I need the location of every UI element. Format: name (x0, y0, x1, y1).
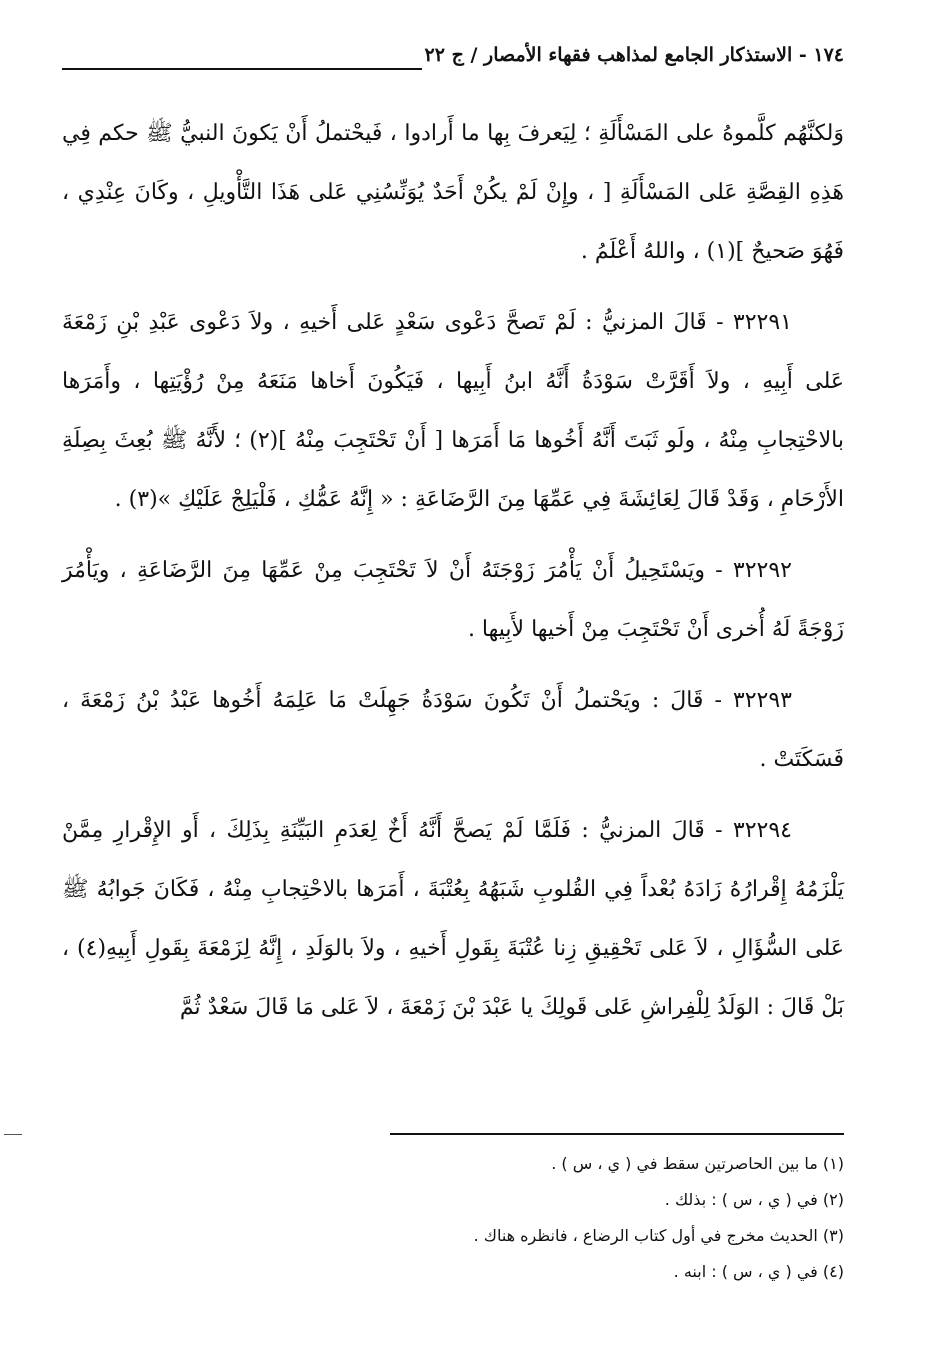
footnote-4: (٤) في ( ي ، س ) : ابنه . (673, 1262, 844, 1281)
footnote-1: (١) ما بين الحاصرتين سقط في ( ي ، س ) . (551, 1154, 844, 1173)
paragraph-32293: ٣٢٢٩٣ - قَالَ : ويَحْتملُ أَنْ تَكُونَ سَوْدَةُ جَهِلَتْ مَا عَلِمَهُ أَخُوها عَبْدُ بْنُ زَمْعَةَ ، فَسَكَتَتْ . (62, 688, 844, 772)
paragraph-32292: ٣٢٢٩٢ - ويَسْتَحِيلُ أَنْ يَأْمُرَ زَوْجَتَهُ أَنْ لاَ تَحْتَجِبَ مِنْ عَمِّهَا مِنَ الرَّضَاعَةِ ، ويَأْمُرَ زَوْجَةً لَهُ أُخرى أَنْ تَحْتَجِبَ مِنْ أَخيها لأَبِيها . (62, 558, 844, 642)
running-head: ١٧٤ - الاستذكار الجامع لمذاهب فقهاء الأمصار / ج ٢٢ (424, 44, 844, 66)
margin-mark (4, 1134, 22, 1135)
paragraph-32291: ٣٢٢٩١ - قَالَ المزنيُّ : لَمْ تَصحَّ دَعْوى سَعْدٍ عَلى أَخيهِ ، ولاَ دَعْوى عَبْدِ بْنِ زَمْعَةَ عَلى أَبِيهِ ، ولاَ أَقَرَّتْ سَوْدَةُ أَنَّهُ ابنُ أَبِيها ، فَيَكُونَ أَخاها مَنَعَهُ مِنْ رُؤْيَتِها ، وأَمَرَها بالاحْتِجابِ مِنْهُ ، ولَو ثَبَتَ أَنَّهُ أَخُوها مَا أَمَرَها [ أَنْ تَحْتَجِبَ مِنْهُ ](٢) ؛ لأَنَّهُ ﷺ بُعِثَ بِصِلَةِ الأَرْحَامِ ، وَقَدْ قَالَ لِعَائِشَةَ فِي عَمِّهَا مِنَ الرَّضَاعَةِ : « إِنَّهُ عَمُّكِ ، فَلْيَلِجْ عَلَيْكِ »(٣) . (62, 310, 845, 512)
footnotes (62, 1146, 844, 1290)
paragraph-continuation: وَلكنَّهُم كلَّموهُ على المَسْأَلَةِ ؛ لِيَعرفَ بِها ما أَرادوا ، فَيحْتملُ أَنْ يَكونَ النبيُّ ﷺ حكم فِي هَذِهِ القِصَّةِ عَلى المَسْأَلَةِ [ ، وإِنْ لَمْ يكُنْ أَحَدٌ يُوَنِّسُنِي عَلى هَذَا التَّأْويلِ ، وكَانَ عِنْدِي ، فَهُوَ صَحيحٌ ](١) ، واللهُ أَعْلَمُ . (62, 121, 844, 264)
footnote-2: (٢) في ( ي ، س ) : بذلك . (664, 1190, 844, 1209)
footnote-rule (390, 1133, 844, 1135)
main-text (62, 104, 844, 1049)
footnote-3: (٣) الحديث مخرج في أول كتاب الرضاع ، فانظره هناك . (473, 1226, 844, 1245)
paragraph-32294: ٣٢٢٩٤ - قَالَ المزنيُّ : فَلَمَّا لَمْ يَصحَّ أَنَّهُ أَخٌ لِعَدَمِ البَيِّنَةِ بِذَلِكَ ، أَو الإِقْرارِ مِمَّنْ يَلْزَمُهُ إِقْرارُهُ زَادَهُ بُعْداً فِي القُلوبِ شَبَهُهُ بِعُتْبَةَ ، أَمَرَها بالاحْتِجابِ مِنْهُ ، فَكَانَ جَوابُهُ ﷺ عَلى السُّؤَالِ ، لاَ عَلى تَحْقِيقِ زِنا عُتْبَةَ بِقَولِ أَخيهِ ، ولاَ بالوَلَدِ ، إِنَّهُ لِزَمْعَةَ بِقَولِ أَبِيهِ(٤) ، بَلْ قَالَ : الوَلَدُ لِلْفِراشِ عَلى قَولِكَ يا عَبْدَ بْنَ زَمْعَةَ ، لاَ عَلى مَا قَالَ سَعْدٌ ثُمَّ (62, 818, 844, 1020)
header-rule (62, 68, 422, 70)
